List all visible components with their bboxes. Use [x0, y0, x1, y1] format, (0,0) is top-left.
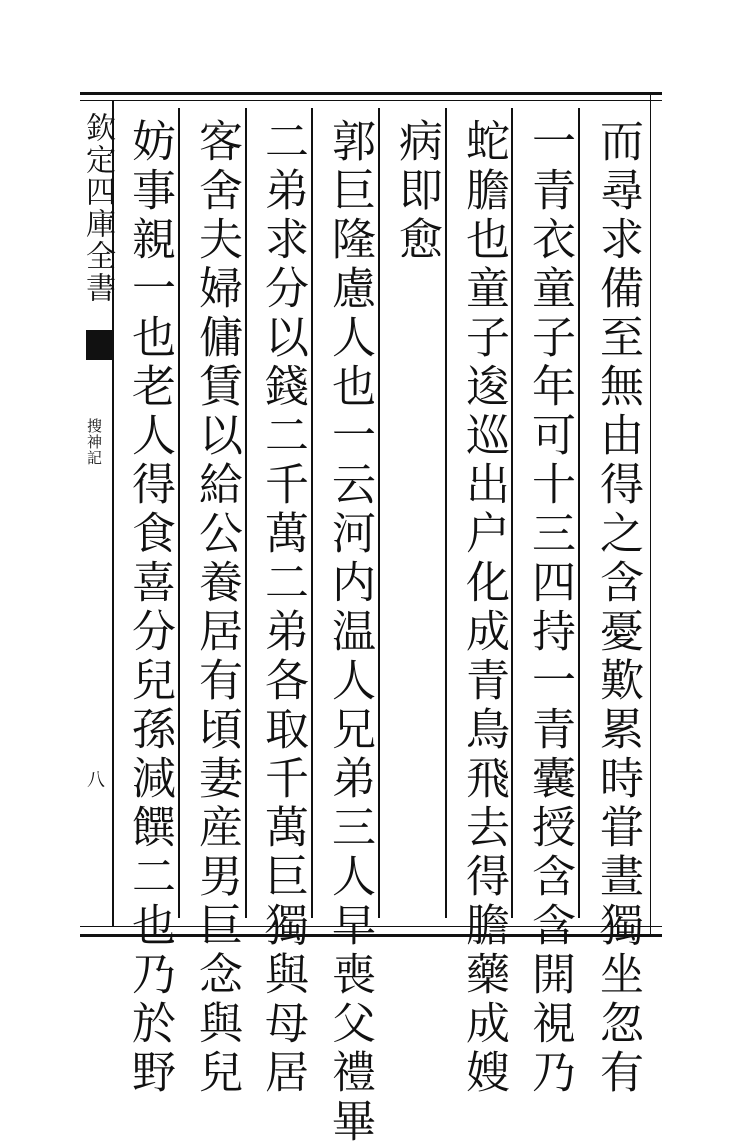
- text-column-4: 病即愈: [391, 118, 442, 265]
- text-column-3: 蛇膽也童子逡巡出户化成青鳥飛去得膽藥成嫂: [458, 118, 509, 1098]
- text-column-2: 一青衣童子年可十三四持一青囊授含含開視乃: [524, 118, 575, 1098]
- margin-title: 欽定四庫全書: [80, 112, 115, 304]
- text-column-5: 郭巨隆慮人也一云河内温人兄弟三人早喪父禮畢: [324, 118, 375, 1147]
- margin-book-title: 搜神記: [85, 418, 103, 466]
- text-column-8: 妨事親一也老人得食喜分兒孫減饌二也乃於野: [124, 118, 175, 1098]
- top-border: [80, 92, 662, 95]
- text-column-7: 客舍夫婦傭賃以給公養居有頃妻産男巨念與兒: [191, 118, 242, 1098]
- text-column-6: 二弟求分以錢二千萬二弟各取千萬巨獨與母居: [257, 118, 308, 1098]
- text-column-1: 而尋求備至無由得之含憂歎累時甞晝獨坐忽有: [592, 118, 643, 1098]
- margin-page-number: 八: [84, 770, 105, 788]
- top-border-inner: [80, 100, 662, 101]
- right-border: [650, 92, 651, 934]
- fish-tail-mark: [86, 330, 112, 360]
